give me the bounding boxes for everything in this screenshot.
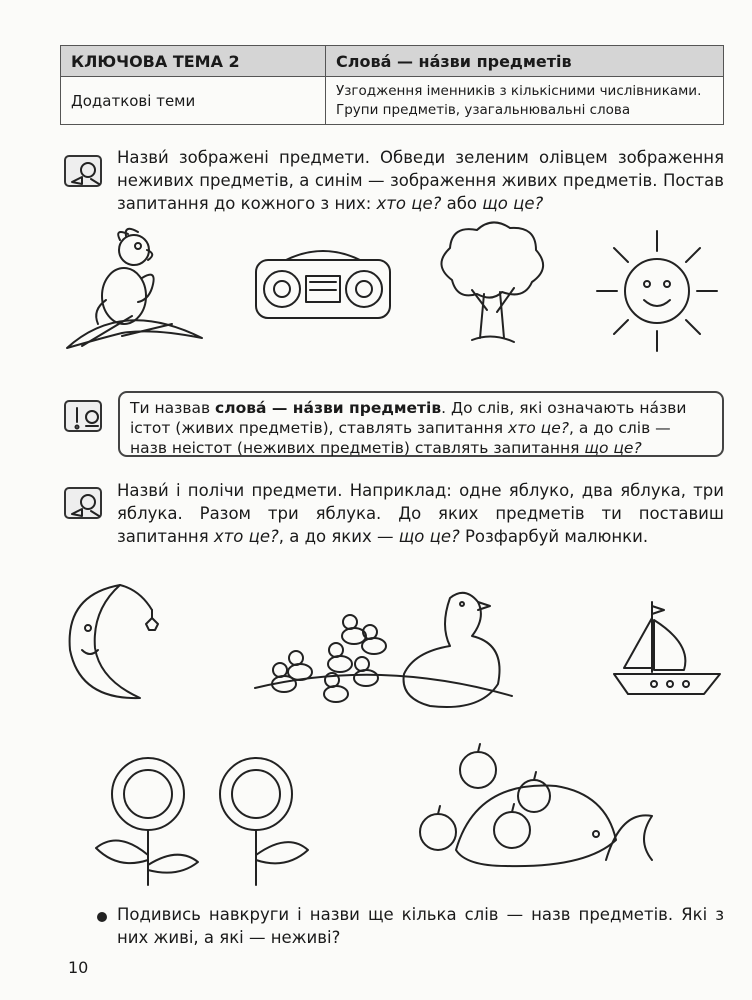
task1-text: Назви́ зображені предмети. Обведи зеленим олівцем зображення неживих предметів, а синім — зображення живих предметів. Постав запитання до кожного з них: хто це? або що це? [117,148,724,213]
extra-line-1: Узгодження іменників з кількісними числівниками. [336,82,702,99]
extra-label: Додаткові теми [61,77,326,124]
tree-illustration [432,220,552,350]
bullet-question: Подивись навкруги і назви ще кілька слів — назв предметів. Які з них живі, а які — неживі? [117,905,724,947]
moon-illustration [60,580,180,705]
sunflowers-illustration [78,750,313,890]
topic-label: КЛЮЧОВА ТЕМА 2 [61,46,326,77]
boy-reading-icon [64,155,102,187]
page-number: 10 [68,958,89,977]
sun-illustration [592,226,722,356]
question-who: хто це? [376,194,442,213]
ducks-illustration [250,588,515,728]
boy-reading-icon [64,487,102,519]
question-what: що це? [482,194,544,213]
bullet-dot [97,912,107,922]
topic-title: Слова́ — на́зви предметів [326,46,723,77]
rule-box: Ти назвав слова́ — на́зви предметів. До слів, які означають на́зви істот (живих предметів), ставлять запитання хто це?, а до слів — назв неістот (неживих предметів) ставлять запитання що це? [118,391,724,457]
topic-table [60,45,724,125]
radio-cassette-illustration [248,246,398,326]
sailboat-illustration [612,598,722,698]
extra-line-2: Групи предметів, узагальнювальні слова [336,101,631,118]
hedgehog-apples-illustration [416,750,656,880]
parrot-illustration [62,228,212,358]
rule-bold: слова́ — на́зви предметів [215,399,442,417]
task2-text: Назви́ і полічи предмети. Наприклад: одне яблуко, два яблука, три яблука. Разом три яблука. До яких предметів ти поставиш запитання хто це?, а до яких — що це? Розфарбуй малюнки. [117,481,724,546]
extra-topics [326,77,723,124]
exclamation-icon [64,400,102,432]
